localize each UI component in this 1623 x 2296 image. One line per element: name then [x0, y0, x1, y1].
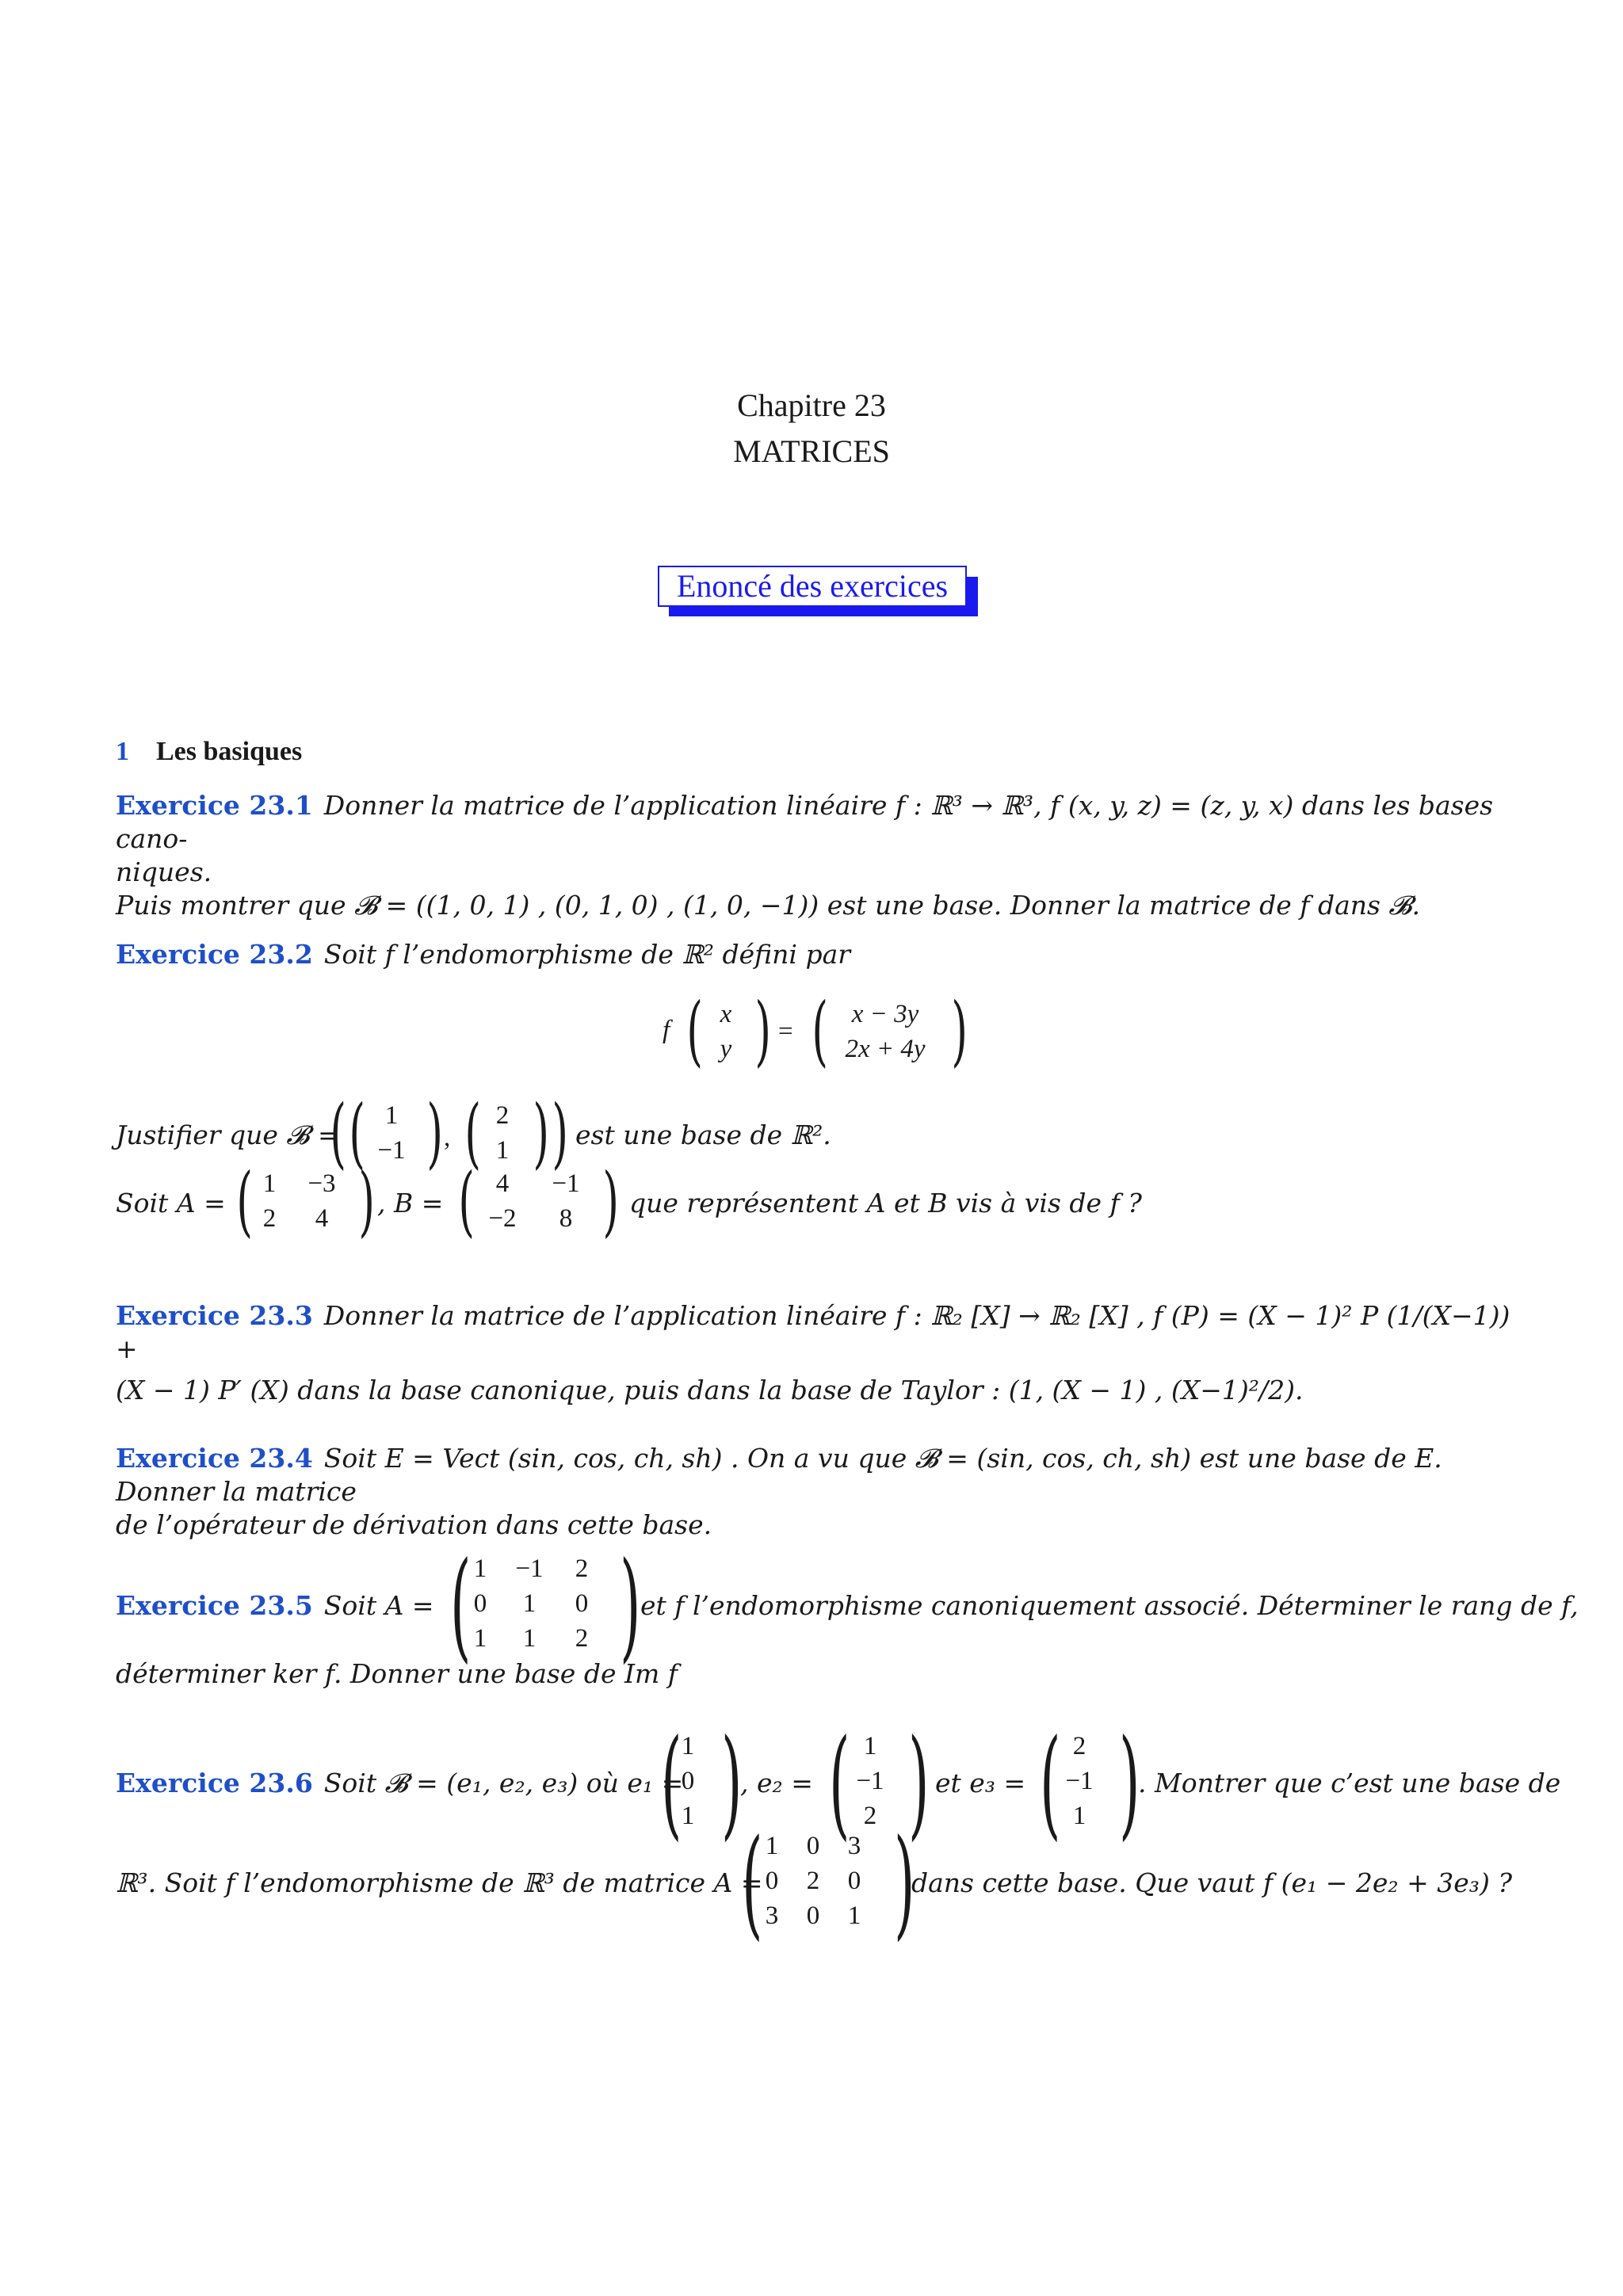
- ex6-line2-post: dans cette base. Que vaut f (e₁ − 2e₂ + 3e₃) ?: [911, 1867, 1513, 1898]
- matrix-entry: 4: [315, 1204, 329, 1233]
- vector-entry: −1: [856, 1767, 884, 1795]
- matrix-entry: 0: [847, 1867, 861, 1895]
- exercise-text-line1: Soit f l’endomorphisme de ℝ² défini par: [323, 939, 851, 970]
- left-paren: (: [464, 1089, 482, 1177]
- comma: ,: [444, 1123, 451, 1152]
- vector-entry: 2: [495, 1101, 510, 1130]
- vector-entry: 2: [1072, 1732, 1086, 1760]
- matrix-entry: 3: [847, 1832, 861, 1860]
- matrix-entry: 8: [559, 1204, 573, 1233]
- matrix-entry: −1: [515, 1554, 544, 1583]
- exercise-label: Exercice 23.4: [116, 1443, 313, 1474]
- ex2-soit-a: Soit A =: [116, 1188, 226, 1219]
- matrix-entry: 1: [522, 1624, 537, 1653]
- right-paren: ): [908, 1714, 930, 1852]
- left-paren: (: [349, 1089, 366, 1177]
- right-paren: ): [951, 986, 968, 1075]
- chapter-number: Chapitre 23: [737, 387, 886, 423]
- exercise-23-5: [116, 1589, 434, 1623]
- matrix-entry: 3: [765, 1901, 779, 1930]
- left-paren: (: [812, 986, 829, 1075]
- matrix-entry: −2: [488, 1204, 517, 1233]
- matrix-entry: −3: [307, 1169, 336, 1198]
- ex6-e3-label: et e₃ =: [935, 1768, 1026, 1798]
- exercise-text-line2: niques.: [116, 856, 212, 887]
- vector-entry: 1: [495, 1136, 510, 1165]
- matrix-entry: 1: [522, 1589, 537, 1618]
- vector-entry: 2x + 4y: [845, 1035, 926, 1063]
- right-paren: ): [754, 986, 772, 1075]
- exercises-heading: Enoncé des exercices: [658, 566, 967, 607]
- left-paren: (: [450, 1537, 472, 1675]
- vector-entry: −1: [377, 1136, 406, 1165]
- right-paren: ): [894, 1814, 915, 1952]
- ex2-justify-pre: Justifier que 𝓑 =: [116, 1119, 340, 1150]
- matrix-entry: 0: [473, 1589, 487, 1618]
- vector-entry: 1: [681, 1802, 695, 1830]
- exercise-label: Exercice 23.5: [116, 1590, 313, 1621]
- ex5-post: et f l’endomorphisme canoniquement associé. Déterminer le rang de f,: [640, 1590, 1579, 1621]
- matrix-entry: 2: [575, 1624, 589, 1653]
- ex2-question: que représentent A et B vis à vis de f ?: [629, 1188, 1142, 1219]
- left-paren: (: [829, 1714, 850, 1852]
- matrix-entry: 1: [847, 1901, 861, 1930]
- outer-right-paren: ): [552, 1089, 569, 1177]
- matrix-entry: 1: [473, 1624, 487, 1653]
- exercise-text-line1: Soit E = Vect (sin, cos, ch, sh) . On a vu que 𝓑 = (sin, cos, ch, sh) est une base de E. Donner la matrice: [116, 1443, 1442, 1507]
- section-title: Les basiques: [156, 737, 303, 766]
- right-paren: ): [602, 1157, 620, 1245]
- ex6-post: . Montrer que c’est une base de: [1138, 1768, 1561, 1798]
- matrix-entry: 2: [806, 1867, 820, 1895]
- right-paren: ): [620, 1537, 641, 1675]
- matrix-entry: 4: [495, 1169, 510, 1198]
- chapter-title: MATRICES: [733, 433, 890, 469]
- section-heading: [116, 737, 302, 767]
- ex2-comma-b: , B =: [377, 1188, 444, 1219]
- exercise-23-2: [116, 938, 1510, 971]
- right-paren: ): [426, 1089, 444, 1177]
- ex2-f-label: f: [663, 1016, 670, 1044]
- outer-left-paren: (: [330, 1089, 347, 1177]
- exercise-23-4: [116, 1442, 1510, 1542]
- exercise-23-3: [116, 1299, 1510, 1407]
- exercise-text-line3: Puis montrer que 𝓑 = ((1, 0, 1) , (0, 1, 0) , (1, 0, −1)) est une base. Donner la matrice de f dans 𝓑.: [116, 890, 1421, 921]
- ex2-equals: =: [778, 1017, 793, 1046]
- vector-entry: y: [720, 1035, 732, 1063]
- ex2-justify-post: est une base de ℝ².: [575, 1119, 831, 1150]
- left-paren: (: [661, 1714, 682, 1852]
- exercise-label: Exercice 23.3: [116, 1300, 313, 1331]
- vector-entry: −1: [1065, 1767, 1094, 1795]
- exercise-text-line1: Donner la matrice de l’application linéaire f : ℝ³ → ℝ³, f (x, y, z) = (z, y, x) dans les bases cano-: [116, 790, 1494, 854]
- exercise-text-line2: de l’opérateur de dérivation dans cette base.: [116, 1509, 712, 1540]
- left-paren: (: [742, 1814, 763, 1952]
- exercise-label: Exercice 23.6: [116, 1768, 313, 1798]
- ex6-e2-label: , e₂ =: [740, 1768, 813, 1798]
- vector-entry: x: [720, 1000, 732, 1028]
- vector-entry: 1: [681, 1732, 695, 1760]
- left-paren: (: [236, 1157, 254, 1245]
- vector-entry: 0: [681, 1767, 695, 1795]
- exercise-23-6: [116, 1767, 683, 1800]
- matrix-entry: 2: [262, 1204, 277, 1233]
- matrix-entry: −1: [552, 1169, 580, 1198]
- vector-entry: 1: [1072, 1802, 1086, 1830]
- right-paren: ): [358, 1157, 376, 1245]
- matrix-entry: 2: [575, 1554, 589, 1583]
- exercise-text-line1: Donner la matrice de l’application linéaire f : ℝ₂ [X] → ℝ₂ [X] , f (P) = (X − 1)² P (1/(X−1)) +: [116, 1300, 1510, 1364]
- vector-entry: 2: [863, 1802, 877, 1830]
- matrix-entry: 1: [473, 1554, 487, 1583]
- left-paren: (: [686, 986, 704, 1075]
- left-paren: (: [1040, 1714, 1061, 1852]
- matrix-entry: 1: [262, 1169, 277, 1198]
- ex6-pre: Soit 𝓑 = (e₁, e₂, e₃) où e₁ =: [323, 1768, 684, 1798]
- right-paren: ): [1119, 1714, 1140, 1852]
- matrix-entry: 0: [806, 1901, 820, 1930]
- exercise-label: Exercice 23.2: [116, 939, 313, 970]
- left-paren: (: [458, 1157, 475, 1245]
- ex5-soit-a: Soit A =: [323, 1590, 434, 1621]
- matrix-entry: 0: [765, 1867, 779, 1895]
- exercise-label: Exercice 23.1: [116, 790, 313, 821]
- section-number: 1: [116, 737, 129, 766]
- matrix-entry: 1: [765, 1832, 779, 1860]
- right-paren: ): [721, 1714, 743, 1852]
- vector-entry: 1: [384, 1101, 399, 1130]
- ex5-line2: déterminer ker f. Donner une base de Im f: [116, 1658, 678, 1689]
- ex6-line2-pre: ℝ³. Soit f l’endomorphisme de ℝ³ de matrice A =: [116, 1867, 763, 1898]
- vector-entry: x − 3y: [851, 1000, 919, 1028]
- matrix-entry: 0: [806, 1832, 820, 1860]
- matrix-entry: 0: [575, 1589, 589, 1618]
- exercise-text-line2: (X − 1) P′ (X) dans la base canonique, puis dans la base de Taylor : (1, (X − 1) , (X−1)²/2).: [116, 1375, 1304, 1405]
- exercises-heading-box: [658, 566, 967, 607]
- vector-entry: 1: [863, 1732, 877, 1760]
- right-paren: ): [533, 1089, 550, 1177]
- exercise-23-1: [116, 789, 1510, 922]
